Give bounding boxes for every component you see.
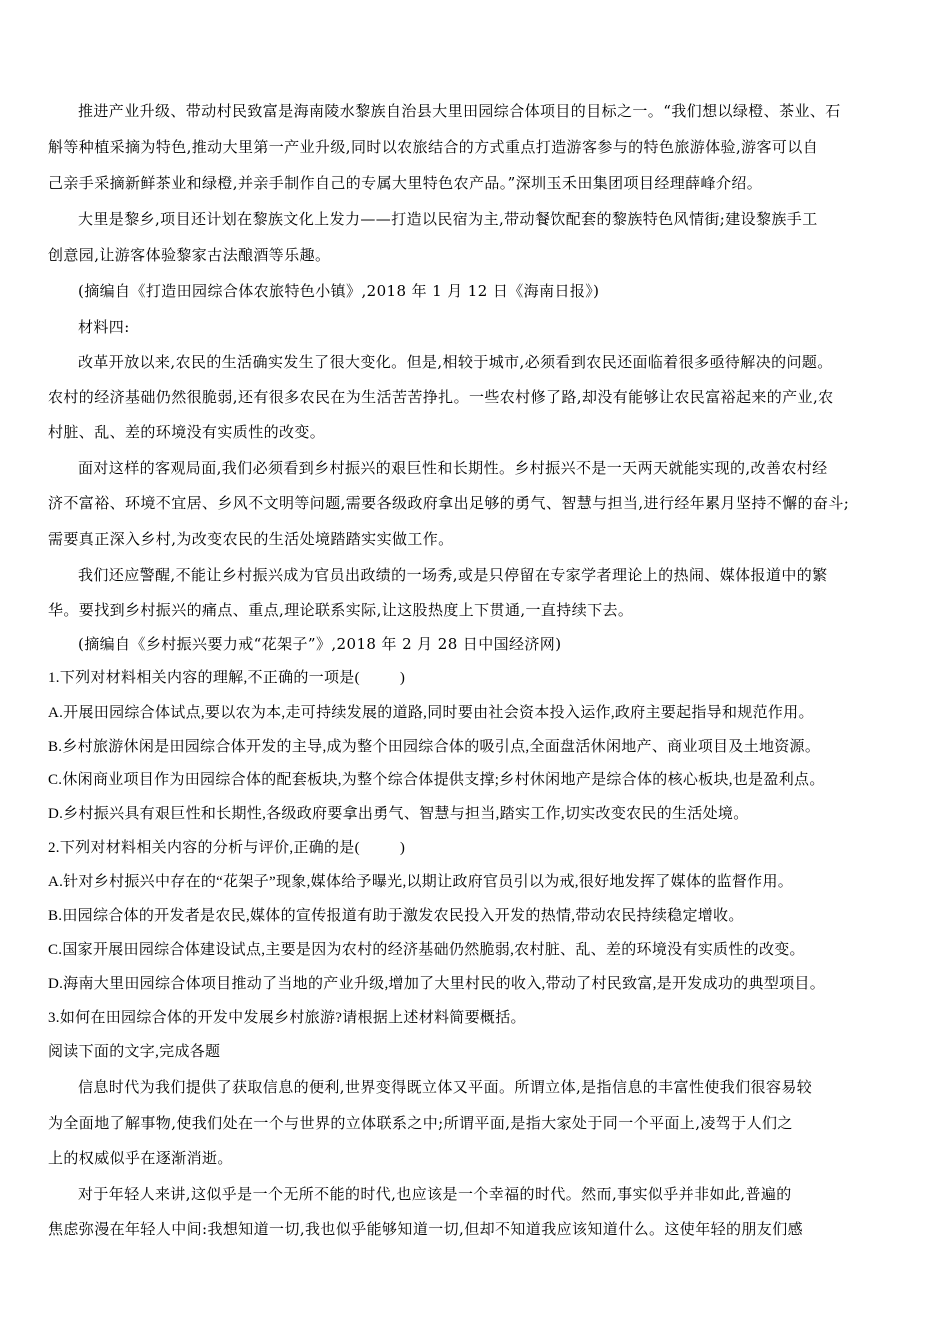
question-1-stem: 1.下列对材料相关内容的理解,不正确的一项是( ): [48, 670, 406, 686]
material3-p1-line: 己亲手采摘新鲜茶业和绿橙,并亲手制作自己的专属大里特色农产品。”深圳玉禾田集团项目经理薛峰介绍。: [48, 174, 763, 192]
question-2-stem: 2.下列对材料相关内容的分析与评价,正确的是( ): [48, 840, 406, 856]
question-1-option-b: B.乡村旅游休闲是田园综合体开发的主导,成为整个田园综合体的吸引点,全面盘活休闲地产、商业项目及土地资源。: [48, 739, 821, 755]
material4-p2-line: 济不富裕、环境不宜居、乡风不文明等问题,需要各级政府拿出足够的勇气、智慧与担当,进行经年累月坚持不懈的奋斗;: [48, 494, 850, 512]
material4-p3-line: 华。要找到乡村振兴的痛点、重点,理论联系实际,让这股热度上下贯通,一直持续下去。: [48, 601, 634, 619]
question-1-option-c: C.休闲商业项目作为田园综合体的配套板块,为整个综合体提供支撑;乡村休闲地产是综合体的核心板块,也是盈利点。: [48, 772, 825, 788]
material4-p1-line: 村脏、乱、差的环境没有实质性的改变。: [48, 423, 326, 441]
question-2-option-d: D.海南大里田园综合体项目推动了当地的产业升级,增加了大里村民的收入,带动了村民致富,是开发成功的典型项目。: [48, 976, 826, 992]
material3-p2-line: 大里是黎乡,项目还计划在黎族文化上发力——打造以民宿为主,带动餐饮配套的黎族特色风情街;建设黎族手工: [78, 210, 818, 228]
reading-instruction: 阅读下面的文字,完成各题: [48, 1044, 221, 1060]
reading-p2-line: 焦虑弥漫在年轻人中间:我想知道一切,我也似乎能够知道一切,但却不知道我应该知道什么。这使年轻的朋友们感: [48, 1220, 803, 1238]
question-2-option-a: A.针对乡村振兴中存在的“花架子”现象,媒体给予曝光,以期让政府官员引以为戒,很好地发挥了媒体的监督作用。: [48, 874, 794, 890]
reading-p2-line: 对于年轻人来讲,这似乎是一个无所不能的时代,也应该是一个幸福的时代。然而,事实似乎并非如此,普遍的: [78, 1185, 792, 1203]
question-2-option-c: C.国家开展田园综合体建设试点,主要是因为农村的经济基础仍然脆弱,农村脏、乱、差的环境没有实质性的改变。: [48, 942, 805, 958]
material4-p2-line: 面对这样的客观局面,我们必须看到乡村振兴的艰巨性和长期性。乡村振兴不是一天两天就能实现的,改善农村经: [78, 459, 828, 477]
material4-p3-line: 我们还应警醒,不能让乡村振兴成为官员出政绩的一场秀,或是只停留在专家学者理论上的热闹、媒体报道中的繁: [78, 566, 828, 584]
material3-p1-line: 斛等种植采摘为特色,推动大里第一产业升级,同时以农旅结合的方式重点打造游客参与的特色旅游体验,游客可以自: [48, 138, 819, 156]
question-1-option-d: D.乡村振兴具有艰巨性和长期性,各级政府要拿出勇气、智慧与担当,踏实工作,切实改变农民的生活处境。: [48, 806, 749, 822]
material4-heading: 材料四:: [78, 318, 130, 336]
reading-p1-line: 上的权威似乎在逐渐消逝。: [48, 1149, 233, 1167]
reading-p1-line: 信息时代为我们提供了获取信息的便利,世界变得既立体又平面。所谓立体,是指信息的丰富性使我们很容易较: [78, 1078, 813, 1096]
material4-p1-line: 农村的经济基础仍然很脆弱,还有很多农民在为生活苦苦挣扎。一些农村修了路,却没有能够让农民富裕起来的产业,农: [48, 388, 834, 406]
material4-p1-line: 改革开放以来,农民的生活确实发生了很大变化。但是,相较于城市,必须看到农民还面临着很多亟待解决的问题。: [78, 353, 833, 371]
material3-source: (摘编自《打造田园综合体农旅特色小镇》,2018 年 1 月 12 日《海南日报》): [78, 282, 600, 300]
material4-source: (摘编自《乡村振兴要力戒“花架子”》,2018 年 2 月 28 日中国经济网): [78, 635, 562, 653]
material4-p2-line: 需要真正深入乡村,为改变农民的生活处境踏踏实实做工作。: [48, 530, 454, 548]
material3-p2-line: 创意园,让游客体验黎家古法酿酒等乐趣。: [48, 246, 331, 264]
material3-p1-line: 推进产业升级、带动村民致富是海南陵水黎族自治县大里田园综合体项目的目标之一。“我们想以绿橙、茶业、石: [78, 102, 841, 120]
reading-p1-line: 为全面地了解事物,使我们处在一个与世界的立体联系之中;所谓平面,是指大家处于同一个平面上,凌驾于人们之: [48, 1114, 793, 1132]
question-3-stem: 3.如何在田园综合体的开发中发展乡村旅游?请根据上述材料简要概括。: [48, 1010, 526, 1026]
question-2-option-b: B.田园综合体的开发者是农民,媒体的宣传报道有助于激发农民投入开发的热情,带动农民持续稳定增收。: [48, 908, 744, 924]
question-1-option-a: A.开展田园综合体试点,要以农为本,走可持续发展的道路,同时要由社会资本投入运作,政府主要起指导和规范作用。: [48, 705, 814, 721]
